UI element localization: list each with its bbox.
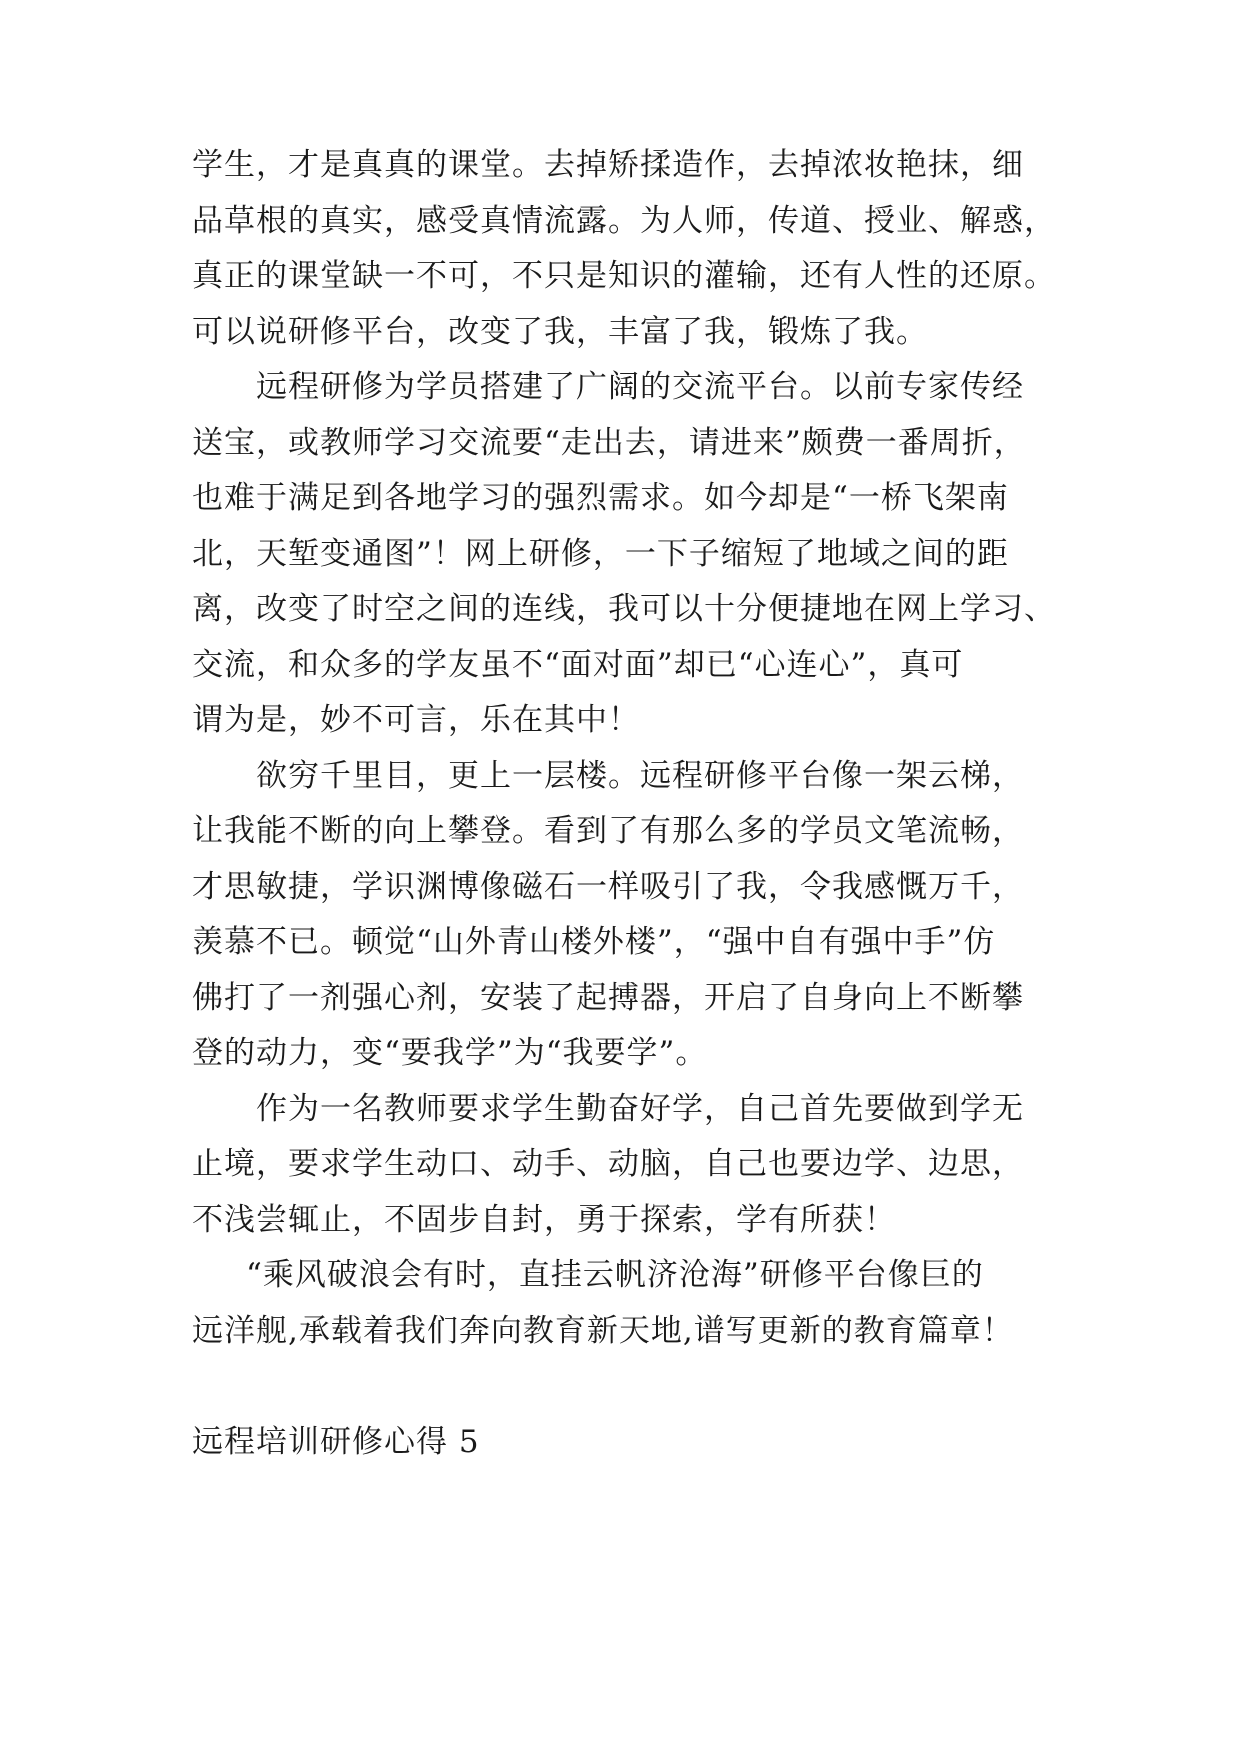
paragraph-2-line-7: 谓为是，妙不可言，乐在其中！ [192, 702, 640, 738]
paragraph-5-line-1: “乘风破浪会有时，直挂云帆济沧海”研修平台像巨的 [246, 1257, 984, 1293]
paragraph-3-line-4: 羡慕不已。顿觉“山外青山楼外楼”，“强中自有强中手”仿 [192, 924, 996, 960]
paragraph-3-line-1: 欲穷千里目，更上一层楼。远程研修平台像一架云梯， [256, 758, 1024, 794]
paragraph-3-line-3: 才思敏捷，学识渊博像磁石一样吸引了我，令我感慨万千， [192, 869, 1024, 905]
paragraph-2-line-6: 交流，和众多的学友虽不“面对面”却已“心连心”，真可 [192, 647, 964, 683]
paragraph-4-line-1: 作为一名教师要求学生勤奋好学，自己首先要做到学无 [256, 1091, 1024, 1127]
paragraph-3-line-6: 登的动力，变“要我学”为“我要学”。 [192, 1035, 708, 1071]
paragraph-3-line-2: 让我能不断的向上攀登。看到了有那么多的学员文笔流畅， [192, 813, 1024, 849]
paragraph-1-line-2: 品草根的真实，感受真情流露。为人师，传道、授业、解惑， [192, 203, 1056, 239]
paragraph-2-line-1: 远程研修为学员搭建了广阔的交流平台。以前专家传经 [256, 369, 1024, 405]
paragraph-4-line-2: 止境，要求学生动口、动手、动脑，自己也要边学、边思， [192, 1146, 1024, 1182]
section-heading: 远程培训研修心得 5 [192, 1424, 480, 1460]
paragraph-2-line-5: 离，改变了时空之间的连线，我可以十分便捷地在网上学习、 [192, 591, 1056, 627]
paragraph-1-line-3: 真正的课堂缺一不可，不只是知识的灌输，还有人性的还原。 [192, 258, 1056, 294]
paragraph-5-line-2: 远洋舰,承载着我们奔向教育新天地,谱写更新的教育篇章！ [192, 1313, 1014, 1349]
paragraph-1-line-1: 学生，才是真真的课堂。去掉矫揉造作，去掉浓妆艳抹，细 [192, 147, 1024, 183]
paragraph-2-line-2: 送宝，或教师学习交流要“走出去，请进来”颇费一番周折， [192, 425, 1026, 461]
paragraph-4-line-3: 不浅尝辄止，不固步自封，勇于探索，学有所获！ [192, 1202, 896, 1238]
paragraph-1-line-4: 可以说研修平台，改变了我，丰富了我，锻炼了我。 [192, 314, 928, 350]
paragraph-2-line-3: 也难于满足到各地学习的强烈需求。如今却是“一桥飞架南 [192, 480, 1009, 516]
paragraph-3-line-5: 佛打了一剂强心剂，安装了起搏器，开启了自身向上不断攀 [192, 980, 1024, 1016]
paragraph-2-line-4: 北，天堑变通图”！网上研修，一下子缩短了地域之间的距 [192, 536, 1009, 572]
